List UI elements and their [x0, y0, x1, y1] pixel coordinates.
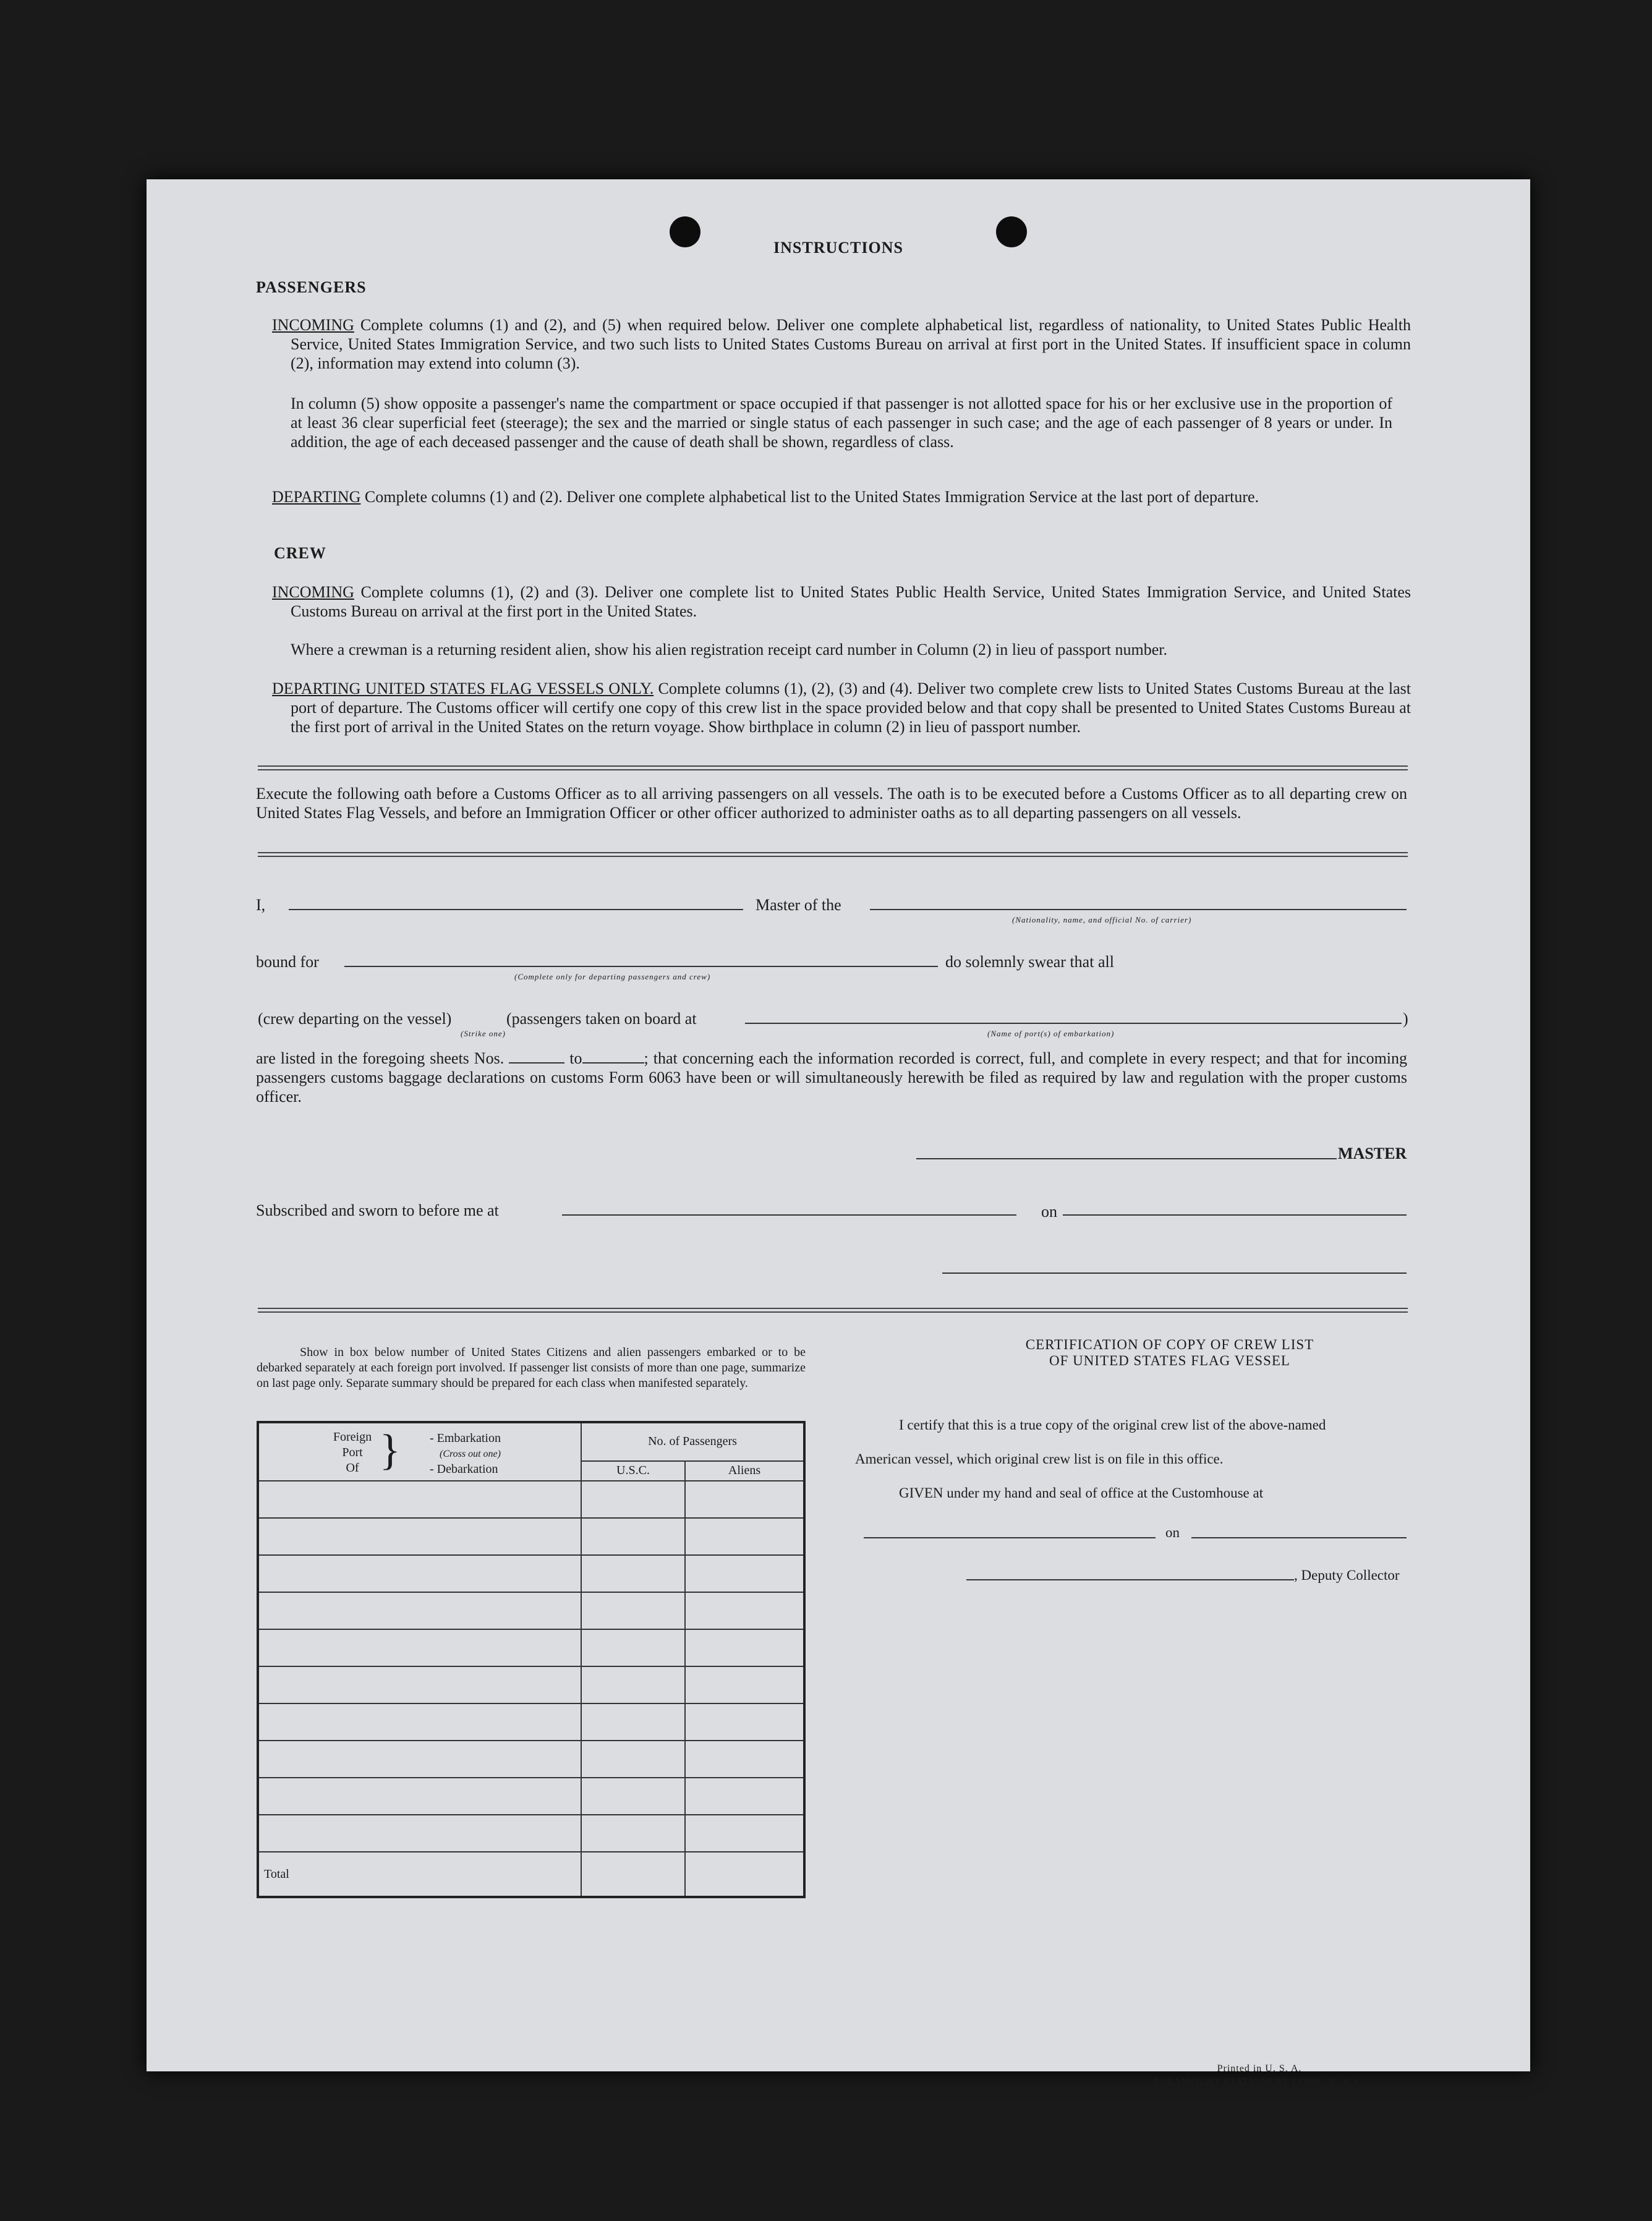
summary-instructions: Show in box below number of United States Citizens and alien passengers embarked or to be debarked separately at each foreign port involved. If passenger list consists of more than one page, summarize on last page only. Separate summary should be prepared for each class when manifested separately.	[257, 1345, 806, 1390]
port-cell[interactable]	[258, 1778, 581, 1815]
flag-vessels-label: DEPARTING UNITED STATES FLAG VESSELS ONLY.	[272, 680, 654, 697]
close-paren: )	[1403, 1010, 1408, 1028]
on-label: on	[1041, 1203, 1057, 1221]
total-row	[258, 1852, 804, 1897]
master-of-label: Master of the	[756, 896, 841, 914]
total-label: Total	[258, 1852, 581, 1897]
passengers-option: (passengers taken on board at	[506, 1010, 697, 1028]
table-row	[258, 1703, 804, 1741]
oath-intro: Execute the following oath before a Customs Officer as to all arriving passengers on all vessels. The oath is to be executed before a Customs Officer as to all departing crew on United States Flag Vessels, and before an Immigration Officer or other officer authorized to administer oaths as to all departing passengers on all vessels.	[256, 785, 1407, 822]
passengers-heading: PASSENGERS	[256, 278, 367, 296]
flag-vessels-paragraph: DEPARTING UNITED STATES FLAG VESSELS ONLY. Complete columns (1), (2), (3) and (4). Deliver two complete crew lists to United States Customs Bureau at the last port of departure. The Customs officer will certify one copy of this crew list in the space provided below and that copy shall be presented to United States Customs Bureau at the first port of arrival in the United States on the return voyage. Show birthplace in column (2) in lieu of passport number.	[272, 680, 1411, 736]
carrier-field[interactable]	[870, 909, 1407, 910]
aliens-cell[interactable]	[685, 1555, 804, 1592]
port-header-cell	[258, 1422, 581, 1481]
certify-line2: American vessel, which original crew list is on file in this office.	[855, 1451, 1224, 1467]
column5-paragraph: In column (5) show opposite a passenger's name the compartment or space occupied if that passenger is not allotted space for his or her exclusive use in the proportion of at least 36 clear superficial feet (steerage); the sex and the married or single status of each passenger in such case; and the age of each passenger of 8 years or under. In addition, the age of each deceased passenger and the cause of death shall be shown, regardless of class.	[291, 394, 1392, 451]
usc-cell[interactable]	[581, 1592, 685, 1629]
usc-cell[interactable]	[581, 1629, 685, 1666]
brace-icon: }	[380, 1426, 401, 1474]
sheet-to-field[interactable]	[582, 1051, 644, 1064]
cert-date-field[interactable]	[1191, 1537, 1407, 1538]
departing-label: DEPARTING	[272, 488, 361, 506]
sheet-from-field[interactable]	[509, 1051, 564, 1064]
aliens-cell[interactable]	[685, 1778, 804, 1815]
crew-departing-option: (crew departing on the vessel)	[258, 1010, 452, 1028]
embarkation-option[interactable]: - Embarkation	[430, 1431, 501, 1445]
listed-paragraph: are listed in the foregoing sheets Nos. to ; that concerning each the information recorded is correct, full, and complete in every respect; and that for incoming passengers customs baggage declarations on customs Form 6063 have been or will simultaneously herewith be filed as required by law and regulation with the proper customs officer.	[256, 1049, 1408, 1106]
aliens-cell[interactable]	[685, 1666, 804, 1703]
aliens-cell[interactable]	[685, 1592, 804, 1629]
aliens-cell[interactable]	[685, 1703, 804, 1741]
foreign-label: Foreign	[333, 1430, 372, 1444]
table-row	[258, 1518, 804, 1555]
incoming-label: INCOMING	[272, 583, 354, 601]
usc-cell[interactable]	[581, 1555, 685, 1592]
passengers-departing-paragraph: DEPARTING Complete columns (1) and (2). Deliver one complete alphabetical list to the United States Immigration Service at the last port of departure.	[272, 488, 1259, 506]
cross-out-note: (Cross out one)	[440, 1449, 501, 1459]
port-cell[interactable]	[258, 1555, 581, 1592]
resident-alien-paragraph: Where a crewman is a returning resident alien, show his alien registration receipt card number in Column (2) in lieu of passport number.	[291, 641, 1168, 659]
sworn-location-field[interactable]	[562, 1214, 1016, 1216]
page-title: INSTRUCTIONS	[773, 239, 903, 257]
certify-line1: I certify that this is a true copy of the original crew list of the above-named	[899, 1417, 1326, 1433]
table-header-row	[258, 1422, 804, 1461]
usc-header: U.S.C.	[581, 1461, 685, 1481]
cert-on-label: on	[1165, 1525, 1180, 1540]
divider	[258, 765, 1408, 770]
deputy-signature-field[interactable]	[966, 1579, 1294, 1580]
officer-signature-field[interactable]	[942, 1272, 1407, 1274]
port-cell[interactable]	[258, 1629, 581, 1666]
table-row	[258, 1592, 804, 1629]
master-label: MASTER	[1338, 1145, 1407, 1162]
sworn-date-field[interactable]	[1063, 1214, 1407, 1216]
subscribed-label: Subscribed and sworn to before me at	[256, 1201, 499, 1219]
incoming-label: INCOMING	[272, 316, 354, 334]
divider	[258, 852, 1408, 857]
table-row	[258, 1666, 804, 1703]
complete-caption: (Complete only for departing passengers and crew)	[514, 972, 711, 981]
aliens-cell[interactable]	[685, 1518, 804, 1555]
debarkation-option[interactable]: - Debarkation	[430, 1462, 498, 1476]
of-label: Of	[346, 1461, 359, 1475]
deputy-collector-label: , Deputy Collector	[1294, 1567, 1400, 1583]
port-label: Port	[342, 1446, 363, 1459]
master-name-field[interactable]	[289, 909, 743, 910]
bound-for-label: bound for	[256, 953, 319, 971]
table-row	[258, 1741, 804, 1778]
aliens-cell[interactable]	[685, 1741, 804, 1778]
num-passengers-header: No. of Passengers	[581, 1422, 804, 1461]
aliens-cell[interactable]	[685, 1481, 804, 1518]
destination-field[interactable]	[344, 966, 938, 967]
embarkation-port-field[interactable]	[745, 1023, 1402, 1024]
port-cell[interactable]	[258, 1592, 581, 1629]
table-row	[258, 1555, 804, 1592]
port-cell[interactable]	[258, 1518, 581, 1555]
divider	[258, 1308, 1408, 1313]
aliens-cell[interactable]	[685, 1815, 804, 1852]
given-line: GIVEN under my hand and seal of office at the Customhouse at	[899, 1485, 1264, 1501]
port-cell[interactable]	[258, 1481, 581, 1518]
table-row	[258, 1629, 804, 1666]
aliens-total-cell[interactable]	[685, 1852, 804, 1897]
port-cell[interactable]	[258, 1703, 581, 1741]
aliens-header: Aliens	[685, 1461, 804, 1481]
port-cell[interactable]	[258, 1815, 581, 1852]
usc-total-cell[interactable]	[581, 1852, 685, 1897]
customhouse-field[interactable]	[864, 1537, 1156, 1538]
printer-imprint: Printed in U. S. A. PARAMOUNT STATIONERY CORP., N. Y. C.	[1153, 2063, 1366, 2087]
crew-incoming-paragraph: INCOMING Complete columns (1), (2) and (3). Deliver one complete list to United States Public Health Service, United States Immigration Service, and United States Customs Bureau on arrival at the first port in the United States.	[272, 583, 1411, 620]
master-signature-field[interactable]	[916, 1158, 1337, 1159]
usc-cell[interactable]	[581, 1778, 685, 1815]
strike-caption: (Strike one)	[461, 1029, 506, 1038]
table-row	[258, 1778, 804, 1815]
port-cell[interactable]	[258, 1666, 581, 1703]
certification-title: CERTIFICATION OF COPY OF CREW LIST OF UNITED STATES FLAG VESSEL	[1025, 1337, 1314, 1368]
nationality-caption: (Nationality, name, and official No. of carrier)	[1012, 915, 1192, 924]
usc-cell[interactable]	[581, 1666, 685, 1703]
passenger-summary-table	[257, 1421, 806, 1898]
port-caption: (Name of port(s) of embarkation)	[987, 1029, 1115, 1038]
usc-cell[interactable]	[581, 1815, 685, 1852]
oath-i-label: I,	[256, 896, 266, 914]
aliens-cell[interactable]	[685, 1629, 804, 1666]
port-cell[interactable]	[258, 1741, 581, 1778]
document-page	[147, 179, 1530, 2087]
crew-heading: CREW	[274, 544, 326, 562]
table-row	[258, 1481, 804, 1518]
usc-cell[interactable]	[581, 1703, 685, 1741]
usc-cell[interactable]	[581, 1518, 685, 1555]
usc-cell[interactable]	[581, 1481, 685, 1518]
table-row	[258, 1815, 804, 1852]
passengers-incoming-paragraph: INCOMING Complete columns (1) and (2), and (5) when required below. Deliver one complete alphabetical list, regardless of nationality, to United States Public Health Service, United States Immigration Service, and two such lists to United States Customs Bureau on arrival at first port in the United States. If insufficient space in column (2), information may extend into column (3).	[272, 316, 1411, 372]
swear-label: do solemnly swear that all	[945, 953, 1114, 971]
usc-cell[interactable]	[581, 1741, 685, 1778]
